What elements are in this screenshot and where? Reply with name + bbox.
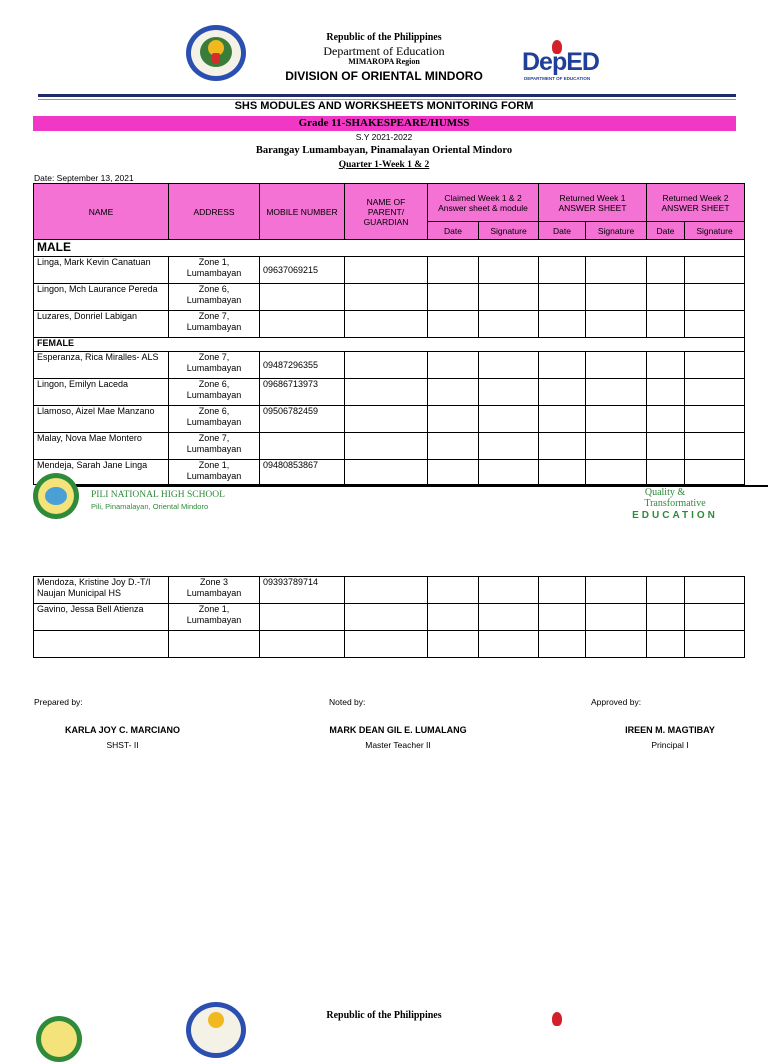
division-line: DIVISION OF ORIENTAL MINDORO xyxy=(285,69,483,83)
prepared-by-label: Prepared by: xyxy=(34,697,83,707)
table-row xyxy=(34,257,745,284)
student-address: Zone 6, Lumambayan xyxy=(169,284,260,311)
department-line: Department of Education xyxy=(323,44,445,58)
noted-by-name: MARK DEAN GIL E. LUMALANG xyxy=(329,725,467,735)
table-row xyxy=(34,433,745,460)
student-mobile xyxy=(260,433,345,460)
student-address: Zone 7, Lumambayan xyxy=(169,433,260,460)
location-line: Barangay Lumambayan, Pinamalayan Oriental Mindoro xyxy=(255,145,513,156)
student-mobile: 09487296355 xyxy=(260,352,345,379)
form-title: SHS MODULES AND WORKSHEETS MONITORING FORM xyxy=(234,100,534,112)
student-name: Esperanza, Rica Miralles- ALS xyxy=(34,352,169,379)
student-address: Zone 7, Lumambayan xyxy=(169,311,260,338)
student-mobile xyxy=(260,604,345,631)
school-year: S.Y 2021-2022 xyxy=(355,132,413,142)
student-name: Malay, Nova Mae Montero xyxy=(34,433,169,460)
school-seal-logo-next xyxy=(36,1016,82,1062)
table-row xyxy=(34,311,745,338)
male-section-label: MALE xyxy=(34,240,745,257)
student-mobile: 09506782459 xyxy=(260,406,345,433)
student-name: Lingon, Emilyn Laceda xyxy=(34,379,169,406)
header-date: Date xyxy=(539,222,586,240)
footer-tagline-3: EDUCATION xyxy=(632,510,718,518)
student-mobile xyxy=(260,631,345,658)
student-name: Lingon, Mch Laurance Pereda xyxy=(34,284,169,311)
noted-by-label: Noted by: xyxy=(329,697,366,707)
quarter-line: Quarter 1-Week 1 & 2 xyxy=(338,160,430,170)
student-address: Zone 3 Lumambayan xyxy=(169,577,260,604)
student-address: Zone 1, Lumambayan xyxy=(169,604,260,631)
student-mobile: 09686713973 xyxy=(260,379,345,406)
student-name: Mendeja, Sarah Jane Linga xyxy=(34,460,169,485)
footer-school-name: PILI NATIONAL HIGH SCHOOL xyxy=(91,490,225,500)
table-row xyxy=(34,577,745,604)
form-date: Date: September 13, 2021 xyxy=(34,173,134,183)
header-returned-week2: Returned Week 2 ANSWER SHEET xyxy=(647,184,745,222)
student-name: Luzares, Donriel Labigan xyxy=(34,311,169,338)
table-row xyxy=(34,604,745,631)
table-row xyxy=(34,460,745,485)
region-line: MIMAROPA Region xyxy=(348,57,420,66)
header-returned-week1: Returned Week 1 ANSWER SHEET xyxy=(539,184,647,222)
footer-tagline-2: Transformative xyxy=(644,498,706,509)
school-seal-logo xyxy=(33,473,79,519)
student-address: Zone 6, Lumambayan xyxy=(169,406,260,433)
header-date: Date xyxy=(428,222,479,240)
republic-line-next: Republic of the Philippines xyxy=(326,1010,442,1021)
student-name xyxy=(34,631,169,658)
student-mobile xyxy=(260,311,345,338)
approved-by-label: Approved by: xyxy=(591,697,642,707)
student-address: Zone 6, Lumambayan xyxy=(169,379,260,406)
header-rule xyxy=(38,94,736,97)
table-row xyxy=(34,284,745,311)
student-mobile: 09393789714 xyxy=(260,577,345,604)
approved-by-name: IREEN M. MAGTIBAY xyxy=(625,725,715,735)
deped-logo xyxy=(522,40,622,82)
student-address: Zone 1, Lumambayan xyxy=(169,460,260,485)
republic-line: Republic of the Philippines xyxy=(326,32,442,43)
header-name: NAME xyxy=(34,184,169,240)
student-address: Zone 7, Lumambayan xyxy=(169,352,260,379)
header-signature: Signature xyxy=(586,222,647,240)
header-parent: NAME OF PARENT/ GUARDIAN xyxy=(345,184,428,240)
student-mobile: 09480853867 xyxy=(260,460,345,485)
header-claimed: Claimed Week 1 & 2 Answer sheet & module xyxy=(428,184,539,222)
student-mobile: 09637069215 xyxy=(260,257,345,284)
monitoring-table xyxy=(33,183,745,485)
student-address xyxy=(169,631,260,658)
footer-tagline-1: Quality & xyxy=(644,487,686,498)
deped-logo-text: DepED xyxy=(522,48,599,76)
header-mobile: MOBILE NUMBER xyxy=(260,184,345,240)
header-signature: Signature xyxy=(479,222,539,240)
table-row xyxy=(34,631,745,658)
student-name: Mendoza, Kristine Joy D.-T/I Naujan Municipal HS xyxy=(34,577,169,604)
student-name: Linga, Mark Kevin Canatuan xyxy=(34,257,169,284)
student-name: Llamoso, Aizel Mae Manzano xyxy=(34,406,169,433)
student-address: Zone 1, Lumambayan xyxy=(169,257,260,284)
header-signature: Signature xyxy=(685,222,745,240)
table-row xyxy=(34,406,745,433)
monitoring-table-continued xyxy=(33,576,745,658)
approved-by-title: Principal I xyxy=(651,740,689,750)
header-address: ADDRESS xyxy=(169,184,260,240)
deped-logo-subtext: DEPARTMENT OF EDUCATION xyxy=(524,76,591,81)
header-date: Date xyxy=(647,222,685,240)
female-section-label: FEMALE xyxy=(34,338,745,352)
grade-section: Grade 11-SHAKESPEARE/HUMSS xyxy=(298,117,470,129)
noted-by-title: Master Teacher II xyxy=(365,740,431,750)
table-row xyxy=(34,379,745,406)
student-name: Gavino, Jessa Bell Atienza xyxy=(34,604,169,631)
table-row xyxy=(34,352,745,379)
student-mobile xyxy=(260,284,345,311)
prepared-by-name: KARLA JOY C. MARCIANO xyxy=(64,725,180,735)
footer-school-address: Pili, Pinamalayan, Oriental Mindoro xyxy=(91,502,209,511)
prepared-by-title: SHST- II xyxy=(106,740,139,750)
